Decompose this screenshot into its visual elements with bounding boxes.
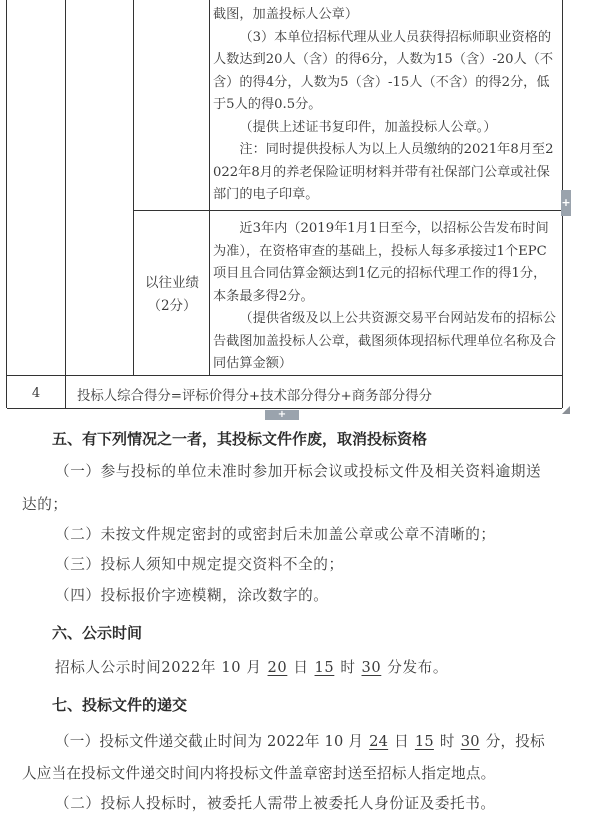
add-row-handle[interactable]: +: [265, 410, 299, 420]
table-cell-staff-qualification: [213, 4, 559, 207]
cell-line: （3）本单位招标代理从业人员获得招标师职业资格的人数达到20人（含）的得6分，人数为15（含）-20人（不含）的得4分，人数为5（含）-15人（不含）的得2分，低于5人的得0.5分。: [213, 29, 554, 112]
text: 分发布。: [387, 659, 449, 676]
section-5-item-1: （一）参与投标的单位未准时参加开标会议或投标文件及相关资料逾期送: [55, 463, 542, 480]
text: 时: [340, 659, 356, 676]
total-score-formula: 投标人综合得分=评标价得分+技术部分得分+商务部分得分: [77, 389, 433, 404]
text: 日: [293, 659, 309, 676]
text: 分，投标: [485, 733, 545, 750]
section-5-heading: 五、有下列情况之一者，其投标文件作废，取消投标资格: [52, 430, 428, 448]
cell-line: 截图，加盖投标人公章）: [213, 7, 359, 22]
section-6-heading: 六、公示时间: [52, 624, 143, 642]
cell-line: 近3年内（2019年1月1日至今，以招标公告发布时间为准），在资格审查的基础上，投标人每多承接过1个EPC项目且合同估算金额达到1亿元的招标代理工作的得1分，本条最多得2分。: [213, 221, 549, 304]
text: 招标人公示时间2022年 10 月: [55, 659, 262, 676]
text: 时: [439, 733, 455, 750]
category-label: 以往业绩: [145, 275, 199, 291]
section-7-item-1: [55, 730, 573, 751]
section-7-heading: 七、投标文件的递交: [52, 696, 188, 714]
section-6-publish-time: [55, 656, 573, 677]
table-cell-past-performance: [213, 218, 559, 376]
publish-hour: 15: [314, 659, 335, 676]
cell-line: （提供省级及以上公共资源交易平台网站发布的招标公告截图加盖投标人公章，截图须体现招标代理单位名称及合同估算金额）: [213, 311, 556, 371]
table-col-divider-1: [65, 0, 66, 375]
text: 日: [394, 733, 409, 750]
section-7-item-1-cont: 人应当在投标文件递交时间内将投标文件盖章密封送至招标人指定地点。: [22, 765, 496, 782]
table-row-divider-1: [133, 210, 562, 211]
publish-day: 20: [267, 659, 288, 676]
category-score: （2分）: [147, 298, 197, 314]
section-5-item-3: （三）投标人须知中规定提交资料不全的；: [55, 556, 344, 573]
deadline-minute: 30: [460, 733, 480, 750]
cell-line: 注：同时提供投标人为以上人员缴纳的2021年8月至2022年8月的养老保险证明材料并带有社保部门公章或社保部门的电子印章。: [213, 142, 554, 202]
deadline-hour: 15: [414, 733, 434, 750]
table-col-divider-2: [133, 0, 134, 375]
deadline-day: 24: [369, 733, 389, 750]
cell-line: （提供上述证书复印件，加盖投标人公章。）: [239, 119, 497, 135]
table-resize-handle[interactable]: [562, 406, 570, 414]
section-5-item-4: （四）投标报价字迹模糊，涂改数字的。: [55, 587, 329, 604]
row-number: 4: [31, 386, 41, 401]
section-5-item-1-cont: 达的；: [22, 496, 68, 513]
section-5-item-2: （二）未按文件规定密封的或密封后未加盖公章或公章不清晰的；: [55, 526, 496, 543]
add-column-handle[interactable]: +: [561, 190, 571, 216]
table-col-divider-3: [209, 0, 210, 375]
section-7-item-2: （二）投标人投标时，被委托人需带上被委托人身份证及委托书。: [55, 795, 496, 812]
publish-minute: 30: [361, 659, 382, 676]
category-cell: [137, 272, 207, 318]
text: （一）投标文件递交截止时间为 2022年 10 月: [55, 733, 364, 750]
evaluation-table: [6, 0, 563, 408]
table-col-divider-4: [65, 376, 66, 408]
